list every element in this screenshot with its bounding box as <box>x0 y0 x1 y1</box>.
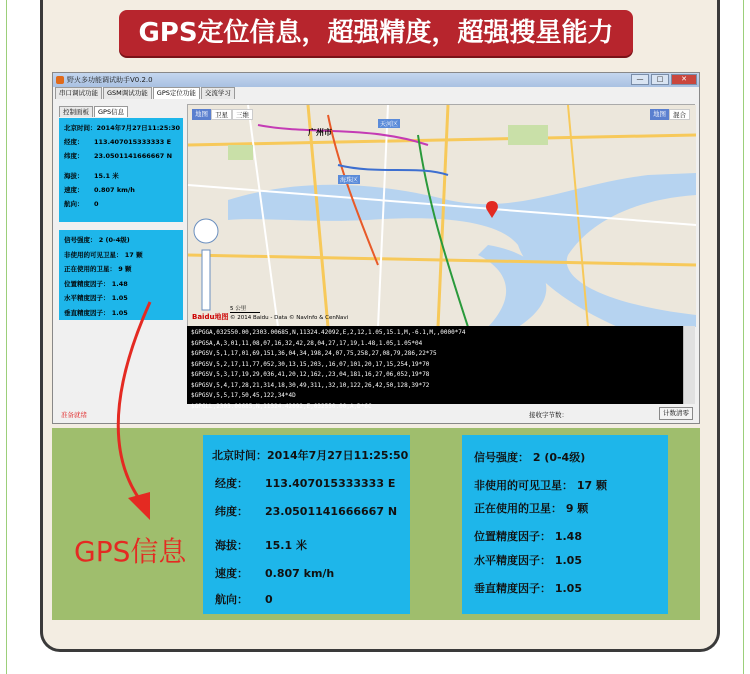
subtab-control[interactable]: 控制面板 <box>59 106 93 117</box>
big-alt-value: 15.1 米 <box>265 539 307 552</box>
close-button[interactable]: ✕ <box>671 74 697 85</box>
big-visible-satellites: 非使用的可见卫星： 17 颗 <box>474 479 607 492</box>
city-label: 广州市 <box>308 128 332 137</box>
subtab-gps-info[interactable]: GPS信息 <box>94 106 128 117</box>
hdop: 水平精度因子： 1.05 <box>64 294 128 302</box>
big-signal-strength: 信号强度： 2 (0-4级) <box>474 451 586 464</box>
time-label: 北京时间：2014年7月27日11:25:30 <box>64 124 180 132</box>
window-title: 野火多功能调试助手V0.2.0 <box>67 76 153 84</box>
heading-label: 航向： <box>64 200 84 208</box>
big-speed-value: 0.807 km/h <box>265 567 335 580</box>
gps-info-callout: GPS信息 <box>74 535 187 568</box>
big-lon-label: 经度： <box>215 477 248 490</box>
pdop: 位置精度因子： 1.48 <box>64 279 128 288</box>
nmea-line: $GPGSV,5,3,17,19,29,036,41,20,12,162,,23,04,181,16,27,06,052,19*78 <box>191 371 430 378</box>
nmea-line: $GPGSV,5,5,17,50,45,122,34*4D <box>191 392 296 399</box>
signal-strength: 信号强度： 2 (0-4级) <box>64 236 130 244</box>
map-type-button[interactable]: 地图 <box>192 109 211 120</box>
nmea-line: $GPGSV,5,2,17,11,77,052,30,13,15,203,,16,07,101,20,17,15,254,19*70 <box>191 360 430 368</box>
received-bytes-label: 接收字节数： <box>529 411 568 419</box>
speed-value: 0.807 km/h <box>94 186 135 194</box>
alt-label: 海拔： <box>64 172 84 180</box>
lon-label: 经度： <box>64 138 84 146</box>
big-speed-label: 速度： <box>215 567 248 580</box>
nmea-line: $GPGSV,5,4,17,28,21,314,18,30,49,311,,32,10,122,26,42,50,128,39*72 <box>191 381 430 389</box>
3d-button[interactable]: 三维 <box>232 109 253 120</box>
big-lat-value: 23.0501141666667 N <box>265 505 398 518</box>
satellites-in-use: 正在使用的卫星： 9 颗 <box>64 265 132 273</box>
map-mode-button[interactable]: 地图 <box>650 109 669 120</box>
satellite-button[interactable]: 卫星 <box>211 109 232 120</box>
headline-banner: GPS定位信息，超强精度，超强搜星能力 <box>119 10 633 56</box>
minimize-button[interactable]: — <box>631 74 649 85</box>
speed-label: 速度： <box>64 186 84 194</box>
big-time: 北京时间：2014年7月27日11:25:50 <box>212 449 409 462</box>
lon-value: 113.407015333333 E <box>94 138 172 146</box>
tab-serial[interactable]: 串口调试功能 <box>55 87 102 99</box>
big-vdop: 垂直精度因子： 1.05 <box>474 582 582 595</box>
nmea-line: $GPGSV,5,1,17,01,69,151,36,04,34,198,24,07,75,258,27,08,79,286,22*75 <box>191 350 437 357</box>
tab-gps[interactable]: GPS定位功能 <box>153 87 200 99</box>
big-pdop: 位置精度因子： 1.48 <box>474 530 582 543</box>
alt-value: 15.1 米 <box>94 172 119 180</box>
big-heading-label: 航向： <box>215 593 248 606</box>
nmea-line: $GPGLL,2303.00685,N,11324.42092,E,032550.00,A,D*6C <box>191 402 372 410</box>
tab-gsm[interactable]: GSM调试功能 <box>103 87 152 99</box>
big-satellites-in-use: 正在使用的卫星： 9 颗 <box>474 502 589 515</box>
big-heading-value: 0 <box>265 593 273 606</box>
maximize-button[interactable]: □ <box>651 74 669 85</box>
big-lon-value: 113.407015333333 E <box>265 477 396 490</box>
district-label-haizhu: 海珠区 <box>340 177 359 184</box>
status-ready: 准备就绪 <box>61 411 87 419</box>
hybrid-button[interactable]: 混合 <box>669 109 690 120</box>
map-copyright: © 2014 Baidu - Data © NavInfo & CenNavi <box>230 315 349 321</box>
clear-count-button[interactable]: 计数清零 <box>659 407 693 420</box>
tab-community[interactable]: 交流学习 <box>201 87 235 99</box>
big-hdop: 水平精度因子： 1.05 <box>474 554 582 567</box>
map-scale: 5 公里 <box>230 304 260 313</box>
lat-value: 23.0501141666667 N <box>94 152 173 160</box>
nmea-line: $GPGGA,032550.00,2303.00685,N,11324.42092,E,2,12,1.05,15.1,M,-6.1,M,,0000*74 <box>191 329 466 336</box>
lat-label: 纬度： <box>64 152 84 160</box>
vdop: 垂直精度因子： 1.05 <box>64 308 128 317</box>
visible-satellites: 非使用的可见卫星： 17 颗 <box>64 250 143 259</box>
nmea-line: $GPGSA,A,3,01,11,08,07,16,32,42,28,04,27,17,19,1.48,1.05,1.05*04 <box>191 339 423 347</box>
heading-value: 0 <box>94 200 99 208</box>
district-label-tianhe: 天河区 <box>380 121 399 128</box>
big-lat-label: 纬度： <box>215 505 248 518</box>
map-logo: Baidu地图 <box>192 313 229 321</box>
big-alt-label: 海拔： <box>215 539 248 552</box>
